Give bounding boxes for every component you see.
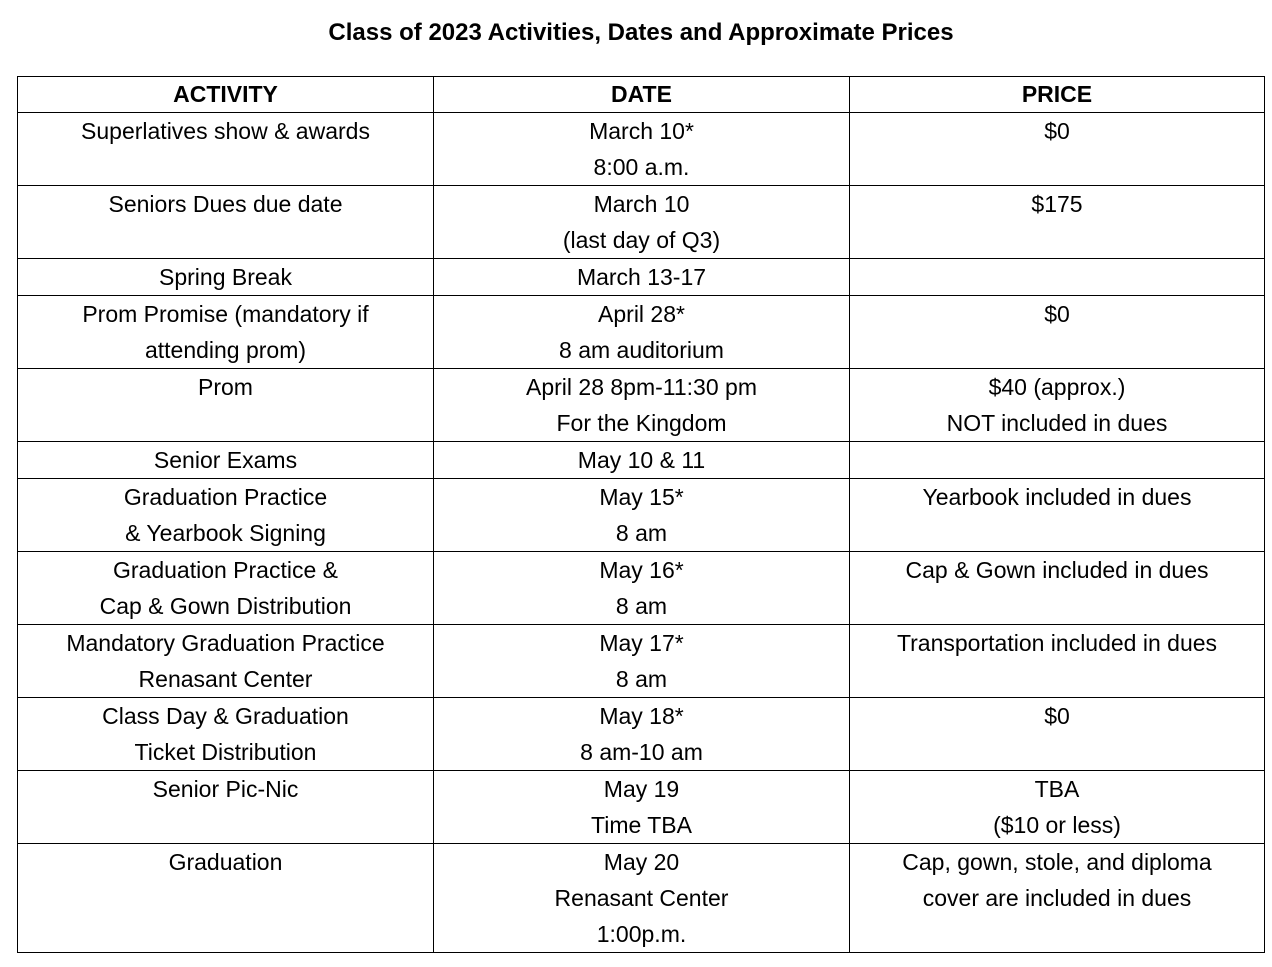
price-cell xyxy=(850,186,1265,259)
activity-line: Mandatory Graduation Practice xyxy=(66,630,385,656)
price-line: NOT included in dues xyxy=(946,410,1168,436)
activity-cell xyxy=(18,552,434,625)
date-line: May 18* xyxy=(599,703,684,729)
price-cell xyxy=(850,479,1265,552)
activity-cell xyxy=(18,442,434,479)
date-line: March 10* xyxy=(589,118,694,144)
price-cell xyxy=(850,442,1265,479)
table-row xyxy=(18,259,1265,296)
date-cell xyxy=(434,698,850,771)
table-row xyxy=(18,186,1265,259)
date-line: April 28 8pm-11:30 pm xyxy=(526,374,757,400)
price-line: Cap, gown, stole, and diploma xyxy=(902,849,1212,875)
price-cell xyxy=(850,698,1265,771)
date-cell xyxy=(434,844,850,953)
activity-line: Ticket Distribution xyxy=(134,739,317,765)
price-cell xyxy=(850,771,1265,844)
date-cell xyxy=(434,369,850,442)
activity-line: Prom xyxy=(198,374,253,400)
date-line: 8 am xyxy=(615,520,668,546)
date-line: 1:00p.m. xyxy=(596,921,687,947)
price-line: Transportation included in dues xyxy=(896,630,1218,656)
header-date: DATE xyxy=(434,77,850,113)
activity-line: attending prom) xyxy=(144,337,307,363)
date-line: (last day of Q3) xyxy=(562,227,721,253)
date-cell xyxy=(434,625,850,698)
header-activity: ACTIVITY xyxy=(18,77,434,113)
activity-line: Graduation Practice xyxy=(123,484,328,510)
activity-cell xyxy=(18,369,434,442)
table-row xyxy=(18,625,1265,698)
date-line: May 20 xyxy=(603,849,680,875)
price-line: Yearbook included in dues xyxy=(922,484,1192,510)
date-line: 8 am xyxy=(615,666,668,692)
activity-cell xyxy=(18,113,434,186)
activity-line: Graduation Practice & xyxy=(112,557,338,583)
activity-line: Seniors Dues due date xyxy=(108,191,343,217)
table-row xyxy=(18,552,1265,625)
date-cell xyxy=(434,259,850,296)
date-cell xyxy=(434,186,850,259)
table-row xyxy=(18,296,1265,369)
date-line: Time TBA xyxy=(591,812,692,838)
price-line: $175 xyxy=(1031,191,1083,217)
date-cell xyxy=(434,771,850,844)
activity-line: Renasant Center xyxy=(138,666,313,692)
price-line: ($10 or less) xyxy=(993,812,1121,838)
activity-line: Class Day & Graduation xyxy=(102,703,349,729)
date-line: 8 am auditorium xyxy=(559,337,724,363)
date-cell xyxy=(434,442,850,479)
activity-line: Graduation xyxy=(168,849,283,875)
date-line: March 10 xyxy=(593,191,690,217)
activity-line: Superlatives show & awards xyxy=(81,118,370,144)
activity-cell xyxy=(18,844,434,953)
date-line: Renasant Center xyxy=(554,885,729,911)
date-line: For the Kingdom xyxy=(556,410,727,436)
table-row xyxy=(18,844,1265,953)
table-row xyxy=(18,698,1265,771)
date-line: May 19 xyxy=(603,776,680,802)
activity-line: & Yearbook Signing xyxy=(125,520,326,546)
date-cell xyxy=(434,479,850,552)
date-line: April 28* xyxy=(598,301,685,327)
activity-line: Prom Promise (mandatory if xyxy=(82,301,369,327)
price-cell xyxy=(850,369,1265,442)
table-row xyxy=(18,369,1265,442)
activity-line: Senior Pic-Nic xyxy=(152,776,299,802)
date-line: May 16* xyxy=(599,557,684,583)
date-line: May 17* xyxy=(599,630,684,656)
table-header-row xyxy=(18,77,1265,113)
date-line: May 10 & 11 xyxy=(577,447,706,473)
date-line: 8 am xyxy=(615,593,668,619)
activity-cell xyxy=(18,259,434,296)
price-line: cover are included in dues xyxy=(922,885,1192,911)
date-cell xyxy=(434,113,850,186)
date-line: May 15* xyxy=(599,484,684,510)
price-cell xyxy=(850,844,1265,953)
price-line: $0 xyxy=(1044,118,1070,144)
activity-cell xyxy=(18,186,434,259)
price-line: $40 (approx.) xyxy=(988,374,1126,400)
price-line: TBA xyxy=(1034,776,1080,802)
activity-cell xyxy=(18,771,434,844)
price-line: $0 xyxy=(1044,703,1070,729)
activity-cell xyxy=(18,625,434,698)
price-cell xyxy=(850,625,1265,698)
table-row xyxy=(18,442,1265,479)
activity-line: Spring Break xyxy=(159,264,292,290)
date-cell xyxy=(434,296,850,369)
document-title: Class of 2023 Activities, Dates and Approximate Prices xyxy=(328,19,954,46)
date-cell xyxy=(434,552,850,625)
activity-line: Cap & Gown Distribution xyxy=(99,593,352,619)
activity-cell xyxy=(18,698,434,771)
activity-cell xyxy=(18,296,434,369)
activity-line: Senior Exams xyxy=(153,447,298,473)
table-row xyxy=(18,771,1265,844)
table-row xyxy=(18,479,1265,552)
activity-cell xyxy=(18,479,434,552)
price-cell xyxy=(850,552,1265,625)
activities-table xyxy=(17,76,1265,953)
date-line: 8:00 a.m. xyxy=(593,154,690,180)
price-cell xyxy=(850,113,1265,186)
date-line: 8 am-10 am xyxy=(580,739,703,765)
date-line: March 13-17 xyxy=(576,264,707,290)
header-price: PRICE xyxy=(850,77,1265,113)
price-line: Cap & Gown included in dues xyxy=(905,557,1209,583)
price-cell xyxy=(850,296,1265,369)
price-cell xyxy=(850,259,1265,296)
table-row xyxy=(18,113,1265,186)
price-line: $0 xyxy=(1044,301,1070,327)
